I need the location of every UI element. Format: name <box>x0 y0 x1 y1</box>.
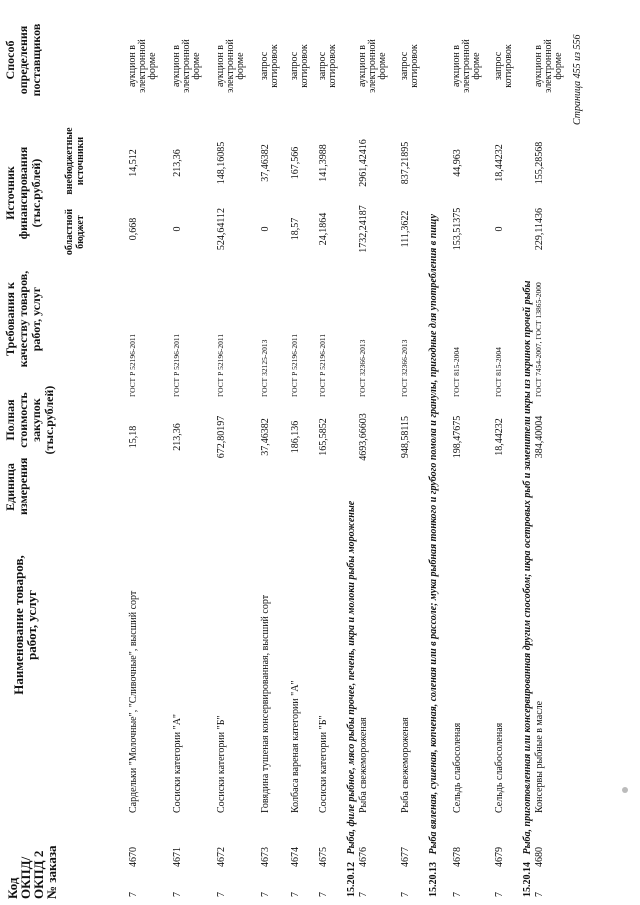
row-name: Сосиски категории "А" <box>172 714 183 813</box>
row-cost: 186,136 <box>290 420 301 454</box>
header-unit-line1: Единица <box>3 463 17 511</box>
row-method-line: запрос <box>317 51 328 81</box>
row-num: 7 <box>260 892 271 897</box>
row-method-line: котировок <box>327 44 338 88</box>
row-regional: 18,57 <box>290 217 301 241</box>
row-req: ГОСТ Р 52196-2011 <box>128 333 137 397</box>
row-code: 4679 <box>494 847 505 867</box>
row-method-line: аукцион в <box>533 44 544 88</box>
section-heading <box>346 7 357 897</box>
row-method-line: форме <box>191 52 202 80</box>
header-cost-line1: Полная <box>3 399 17 441</box>
header-cost-line3: закупок <box>29 398 43 442</box>
header-method-line3: поставщиков <box>29 23 43 97</box>
header-regional <box>64 201 86 263</box>
row-extra: 837,21895 <box>400 141 411 185</box>
section-code: 15.20.14 <box>522 862 533 897</box>
row-code: 4675 <box>318 847 329 867</box>
row-extra: 44,963 <box>452 149 463 177</box>
row-method-line: электронной <box>225 39 236 93</box>
header-cost-line4: (тыс.рублей) <box>42 385 56 455</box>
row-name: Рыба свежемороженая <box>358 717 369 813</box>
row-regional: 153,51375 <box>452 207 463 251</box>
row-cost: 213,36 <box>172 423 183 451</box>
header-fund-line3: (тыс.рублей) <box>29 158 43 228</box>
row-method-line: запрос <box>259 51 270 81</box>
header-extra-line2: источники <box>75 136 86 186</box>
header-method-line2: определения <box>16 25 30 95</box>
row-req: ГОСТ Р 52196-2011 <box>172 333 181 397</box>
header-fund-line1: Источник <box>3 166 17 220</box>
row-method-line: форме <box>147 52 158 80</box>
row-regional: 0 <box>494 226 505 232</box>
row-method-line: котировок <box>299 44 310 88</box>
row-code: 4670 <box>128 847 139 867</box>
row-num: 7 <box>358 892 369 897</box>
header-code-line1: Код <box>5 877 20 899</box>
row-code: 4671 <box>172 847 183 867</box>
row-num: 7 <box>172 892 183 897</box>
row-num: 7 <box>318 892 329 897</box>
row-num: 7 <box>216 892 227 897</box>
header-name-line2: работ, услуг <box>24 590 39 660</box>
scan-mark <box>622 787 628 793</box>
row-extra: 213,36 <box>172 149 183 177</box>
row-name: Сельдь слабосоленая <box>494 722 505 813</box>
row-req: ГОСТ 815-2004 <box>494 347 503 397</box>
row-method-line: аукцион в <box>451 44 462 88</box>
header-unit <box>4 459 30 515</box>
row-regional: 524,64112 <box>216 207 227 251</box>
row-extra: 155,28568 <box>534 141 545 185</box>
row-regional: 1732,24187 <box>358 205 369 253</box>
row-code: 4672 <box>216 847 227 867</box>
row-method-line: запрос <box>289 51 300 81</box>
row-req: ГОСТ 32366-2013 <box>358 339 367 397</box>
row-req: ГОСТ Р 52196-2011 <box>216 333 225 397</box>
row-method-line: котировок <box>409 44 420 88</box>
header-cost-line2: стоимость <box>16 392 30 448</box>
row-extra: 167,566 <box>290 146 301 180</box>
row-extra: 148,16085 <box>216 141 227 185</box>
row-extra: 37,46382 <box>260 144 271 182</box>
row-method <box>452 27 482 105</box>
row-regional: 24,1864 <box>318 212 329 246</box>
row-method-line: аукцион в <box>127 44 138 88</box>
row-method-line: электронной <box>181 39 192 93</box>
header-regional-line2: бюджет <box>75 215 86 249</box>
row-method-line: форме <box>471 52 482 80</box>
row-name: Говядина тушеная консервированная, высший сорт <box>260 594 271 813</box>
section-heading <box>522 7 533 897</box>
row-cost: 4693,66603 <box>358 413 369 461</box>
row-num: 7 <box>534 892 545 897</box>
header-code-line4: № заказа <box>44 845 59 899</box>
row-cost: 18,44232 <box>494 418 505 456</box>
page-number: Страница 455 из 556 <box>572 34 583 125</box>
header-extra-line1: внебюджетные <box>64 127 75 195</box>
row-req: ГОСТ 7454-2007, ГОСТ 13865-2000 <box>534 282 543 397</box>
row-extra: 18,44232 <box>494 144 505 182</box>
row-regional: 0 <box>260 226 271 232</box>
header-method <box>4 15 43 105</box>
row-regional: 111,3622 <box>400 210 411 248</box>
row-extra: 14,512 <box>128 149 139 177</box>
section-title: Рыба, приготовленная или консервированная другим способом; икра осетровых рыб и заменители икры из икринок прочей рыбы <box>522 280 533 855</box>
row-method-line: форме <box>235 52 246 80</box>
row-method-line: котировок <box>269 44 280 88</box>
row-name: Сельдь слабосоленая <box>452 722 463 813</box>
header-method-line1: Способ <box>3 40 17 80</box>
row-code: 4680 <box>534 847 545 867</box>
row-req: ГОСТ Р 52196-2011 <box>290 333 299 397</box>
section-title: Рыба, филе рыбное, мясо рыбы прочее, печень, икра и молоки рыбы мороженые <box>346 500 357 855</box>
row-method-line: запрос <box>493 51 504 81</box>
row-method <box>494 27 514 105</box>
row-req: ГОСТ 815-2004 <box>452 347 461 397</box>
header-fund-line2: финансирования <box>16 146 30 240</box>
row-cost: 672,80197 <box>216 415 227 459</box>
row-code: 4673 <box>260 847 271 867</box>
header-name <box>12 525 38 725</box>
row-method <box>260 27 280 105</box>
header-unit-line2: измерения <box>16 457 30 515</box>
section-code: 15.20.12 <box>346 862 357 897</box>
row-code: 4677 <box>400 847 411 867</box>
row-method-line: форме <box>377 52 388 80</box>
row-code: 4676 <box>358 847 369 867</box>
row-cost: 15,18 <box>128 425 139 449</box>
row-name: Сардельки "Молочные", "Сливочные", высший сорт <box>128 590 139 813</box>
row-cost: 198,47675 <box>452 415 463 459</box>
row-method <box>358 27 388 105</box>
header-req-line1: Требования к <box>3 282 17 356</box>
row-regional: 0 <box>172 226 183 232</box>
section-code: 15.20.13 <box>428 862 439 897</box>
row-num: 7 <box>290 892 301 897</box>
header-code-line2: ОКПД/ <box>18 856 33 899</box>
row-method-line: аукцион в <box>357 44 368 88</box>
row-method <box>400 27 420 105</box>
header-code-line3: ОКПД 2 <box>31 850 46 899</box>
row-cost: 948,58115 <box>400 415 411 459</box>
header-req <box>4 265 43 373</box>
header-funding <box>4 123 43 263</box>
header-name-line1: Наименование товаров, <box>11 555 26 695</box>
row-method-line: запрос <box>399 51 410 81</box>
row-method <box>172 27 202 105</box>
row-name: Сосиски категории "Б" <box>318 715 329 813</box>
row-method <box>290 27 310 105</box>
header-cost <box>4 383 56 457</box>
header-code <box>6 829 58 899</box>
row-num: 7 <box>452 892 463 897</box>
row-cost: 165,5852 <box>318 418 329 456</box>
row-code: 4674 <box>290 847 301 867</box>
row-method <box>318 27 338 105</box>
row-name: Сосиски категории "Б" <box>216 715 227 813</box>
row-req: ГОСТ 32125-2013 <box>260 339 269 397</box>
header-req-line2: качеству товаров, <box>16 270 30 368</box>
row-req: ГОСТ Р 52196-2011 <box>318 333 327 397</box>
row-method <box>128 27 158 105</box>
header-regional-line1: областной <box>64 208 75 256</box>
row-method-line: аукцион в <box>215 44 226 88</box>
row-regional: 229,11436 <box>534 207 545 251</box>
row-name: Консервы рыбные в масле <box>534 700 545 813</box>
row-num: 7 <box>494 892 505 897</box>
row-method-line: аукцион в <box>171 44 182 88</box>
row-name: Рыба свежемороженая <box>400 717 411 813</box>
header-req-line3: работ, услуг <box>29 286 43 352</box>
row-method-line: котировок <box>503 44 514 88</box>
section-title: Рыба вяленая, сушеная, копченая, соленая или в рассоле; мука рыбная тонкого и грубого помола и гранулы, пригодные для употребления в пищу <box>428 214 439 855</box>
row-method-line: электронной <box>461 39 472 93</box>
row-method <box>534 27 564 105</box>
row-code: 4678 <box>452 847 463 867</box>
row-extra: 141,3988 <box>318 144 329 182</box>
row-regional: 0,668 <box>128 217 139 241</box>
row-name: Колбаса вареная категории "А" <box>290 680 301 813</box>
row-method-line: электронной <box>367 39 378 93</box>
row-num: 7 <box>128 892 139 897</box>
row-method-line: электронной <box>137 39 148 93</box>
row-method-line: форме <box>553 52 564 80</box>
section-heading <box>428 7 439 897</box>
row-cost: 384,40004 <box>534 415 545 459</box>
row-extra: 2961,42416 <box>358 139 369 187</box>
row-method-line: электронной <box>543 39 554 93</box>
row-cost: 37,46382 <box>260 418 271 456</box>
header-extra <box>64 123 86 199</box>
row-req: ГОСТ 32366-2013 <box>400 339 409 397</box>
row-num: 7 <box>400 892 411 897</box>
row-method <box>216 27 246 105</box>
